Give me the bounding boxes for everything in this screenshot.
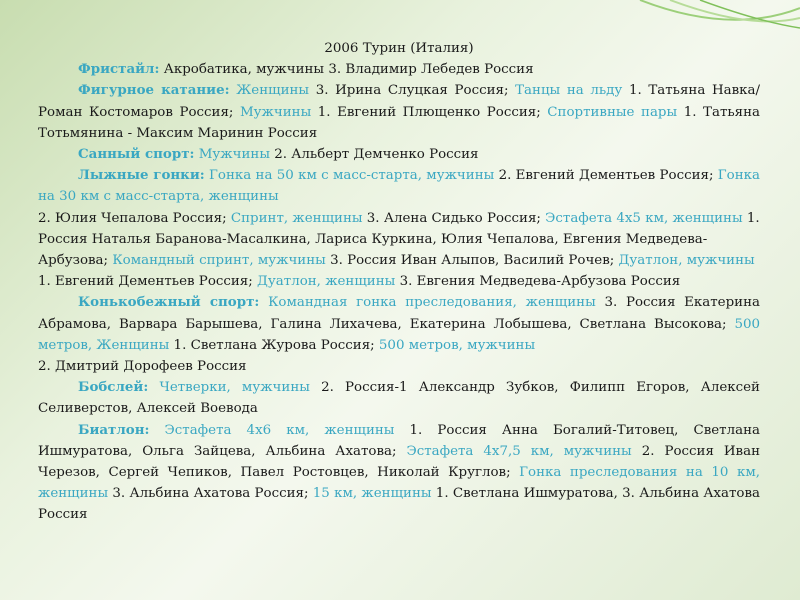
result-text: 1. Татьяна Тотьмянина - Максим Маринин Россия <box>38 104 761 141</box>
section-freestyle <box>38 59 760 80</box>
event-name: Гонка преследования на 10 км, женщины <box>38 465 761 502</box>
result-text: 1. Евгений Плющенко Россия; <box>311 104 548 120</box>
result-text: 3. Ирина Слуцкая Россия; <box>309 83 516 99</box>
result-text: Акробатика, мужчины 3. Владимир Лебедев Россия <box>159 62 534 78</box>
result-text: 2. Юлия Чепалова Россия; <box>38 210 231 226</box>
event-name: 500 метров, мужчины <box>378 337 536 353</box>
event-name: Мужчины <box>239 104 312 120</box>
event-name: Командная гонка преследования, женщины <box>268 295 596 311</box>
event-name: Дуатлон, мужчины <box>618 253 755 269</box>
section-speed-skating-cont <box>38 356 760 377</box>
result-text: 1. Россия Наталья Баранова-Масалкина, Лариса Куркина, Юлия Чепалова, Евгения Медведева-Арбузова; <box>38 210 760 269</box>
result-text: 2. Евгений Дементьев Россия; <box>494 168 718 184</box>
event-name: Четверки, мужчины <box>159 380 310 396</box>
event-name: Гонка на 50 км с масс-старта, мужчины <box>209 168 495 184</box>
sport-name: Фигурное катание: <box>78 82 230 99</box>
result-text: 3. Евгения Медведева-Арбузова Россия <box>395 274 681 290</box>
event-name: Спринт, женщины <box>230 210 363 226</box>
result-text: 1. Татьяна Навка/ Роман Костомаров Россия; <box>38 83 761 120</box>
section-luge <box>38 144 760 165</box>
event-name: Мужчины <box>198 147 270 163</box>
section-cross-country <box>38 165 760 207</box>
sport-name: Конькобежный спорт: <box>78 294 260 311</box>
section-bobsleigh <box>38 377 760 419</box>
event-name: Эстафета 4х5 км, женщины <box>545 210 743 226</box>
sport-name: Фристайл: <box>78 61 160 78</box>
result-text: 3. Альбина Ахатова Россия; <box>108 486 313 502</box>
event-name: Дуатлон, женщины <box>257 274 396 290</box>
event-name: Танцы на льду <box>515 83 623 99</box>
result-text: 3. Россия Иван Алыпов, Василий Рочев; <box>325 253 619 269</box>
result-text: 1. Евгений Дементьев Россия; <box>38 274 258 290</box>
result-text: 2. Россия-1 Александр Зубков, Филипп Егоров, Алексей Селиверстов, Алексей Воевода <box>38 380 760 417</box>
event-name: 15 км, женщины <box>312 486 432 502</box>
event-name: Гонка на 30 км с масс-старта, женщины <box>38 168 760 205</box>
event-name: Командный спринт, мужчины <box>112 253 326 269</box>
event-name: Эстафета 4х7,5 км, мужчины <box>406 443 632 459</box>
event-name: Эстафета 4х6 км, женщины <box>164 422 395 438</box>
slide-text <box>38 38 760 526</box>
result-text: 1. Светлана Журова Россия; <box>169 337 379 353</box>
result-text: 2. Россия Иван Черезов, Сергей Чепиков, Павел Ростовцев, Николай Круглов; <box>38 443 760 481</box>
result-text: 2. Альберт Демченко Россия <box>270 147 479 163</box>
result-text: 1. Россия Анна Богалий-Титовец, Светлана Ишмуратова, Ольга Зайцева, Альбина Ахатова; <box>38 422 760 459</box>
section-speed-skating <box>38 292 760 356</box>
sport-name: Биатлон: <box>78 421 150 438</box>
section-figure-skating <box>38 80 760 144</box>
result-text: 3. Алена Сидько Россия; <box>362 210 546 226</box>
event-name: Спортивные пары <box>547 104 678 120</box>
slide-title: 2006 Турин (Италия) <box>324 41 474 56</box>
section-biathlon <box>38 420 760 526</box>
sport-name: Лыжные гонки: <box>78 167 205 184</box>
event-name: 500 метров, Женщины <box>38 316 760 353</box>
result-text: 2. Дмитрий Дорофеев Россия <box>38 359 247 375</box>
section-cross-country-cont <box>38 208 760 293</box>
sport-name: Санный спорт: <box>78 146 195 163</box>
result-text: 3. Россия Екатерина Абрамова, Варвара Барышева, Галина Лихачева, Екатерина Лобышева, Светлана Высокова; <box>38 295 760 332</box>
result-text: 1. Светлана Ишмуратова, 3. Альбина Ахатова Россия <box>38 486 761 523</box>
event-name: Женщины <box>236 83 310 99</box>
sport-name: Бобслей: <box>78 379 149 396</box>
